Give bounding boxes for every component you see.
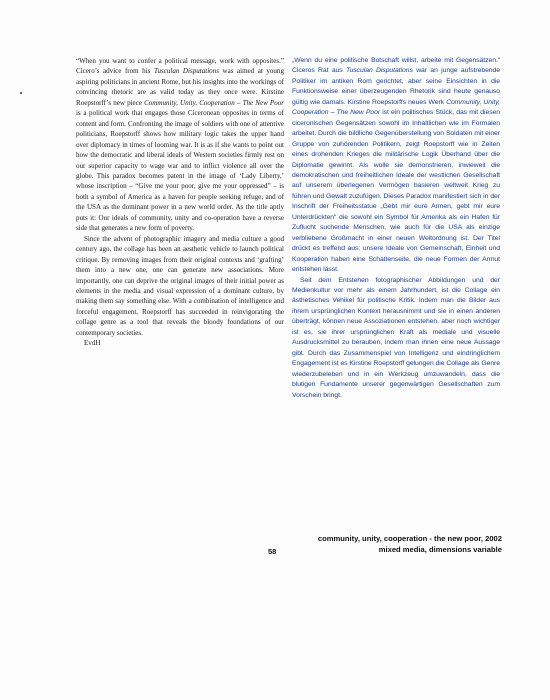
caption-title-line: community, unity, cooperation - the new poor, 2002 [317,534,502,543]
english-p1-book-title: Tusculan Disputations [153,67,219,76]
german-paragraph-2: Seit dem Entstehen fotographischer Abbildungen und der Medienkultur vor mehr als einem Jahrhundert, ist die Collage ein ästhetisches Vehikel für politische Kritik. Indem man die Bilder aus ihrem ursprünglichen Kontext herausnimmt und sie in einen anderen überträgt, können neue Assoziationen entstehen, aber noch wichtiger ist es, sie ihrer ursprünglichen Kraft als mediale und visuelle Ausdrucksmittel zu berauben, indem man ihnen eine neue Aussage gibt. Durch das Zusammenspiel von Intelligenz und eindringlichem Engagement ist es Kirstine Roepstorff gelungen die Collage als Genre wiederzubeleben und in ein Werkzeug umzuwandeln, dass die blutigen Fundamente unserer gegenwärtigen Gesellschaften zum Vorschein bringt. [292,276,500,399]
margin-dot [20,92,22,94]
german-p1-work-title: Community, Unity, Cooperation – The New Poor [292,98,500,117]
english-p1-text-a: “When you want to confer a political message, work with opposites.” Cicero’s advice from his [76,57,284,76]
caption-medium-line: mixed media, dimensions variable [378,544,502,554]
german-p1-text-a: „Wenn du eine politische Botschaft willst, arbeite mit Gegensätzen.“ Ciceros Rat aus [292,57,500,75]
page-number: 58 [268,547,277,556]
german-p1-text-c: ist ein politisches Stück, das mit diesen ciceronischen Gegensätzen sowohl im Inhaltlichen wie im Formalen arbeitet. Durch die bildliche Gegenüberstellung von Soldaten mit einer Gruppe von zuhörenden Politikern, zeigt Roepstorff wie in Zeiten eines drohenden Krieges die militärische Logik Überhand über die Diplomatie gewinnt. Als wolle sie demonstrieren, inwieweit die demokratischen und freiheitlichen Ideale der westlichen Gesellschaft auf unserem überlegenen Vermögen basieren weltweit Krieg zu führen und Gewalt zuzufügen. Dieses Paradox manifestiert sich in der Inschrift der Freiheitsstatue „Gebt mir eure Armen, gebt mir eure Unterdrückten“ die sowohl ein Symbol für Amerika als ein Hafen für Zuflucht suchende Menschen, wie auch für die USA als einzige verbliebene Großmacht in einer neuen Weltordnung ist. Der Titel drückt es treffend aus: unsere Ideale von Gemeinschaft, Einheit und Kooperation haben eine Schattenseite, die neue Formen der Armut entstehen lässt. [292,109,500,274]
german-p1-text-b: war an junge aufstrebende Politiker im antiken Rom gerichtet, aber seine Einsichten in die Funktionsweise einer überzeugenden Rhetorik sind heute genauso gültig wie damals. Kirstine Roepstorffs neues Werk [292,67,500,106]
artwork-caption [292,534,502,555]
english-paragraph-1 [76,56,284,234]
german-column [292,56,500,401]
german-p1-book-title: Tusculan Disputations [346,67,413,75]
english-column [76,56,284,349]
german-paragraph-1 [292,56,500,276]
english-p1-text-b: was aimed at young aspiring politicians in ancient Rome, but his insights into the workings of convincing rhetoric are as valid today as they once were. Kirstine Roepstorff’s new piece [76,67,284,107]
english-paragraph-2: Since the advent of photographic imagery and media culture a good century ago, the collage has been an aesthetic vehicle to launch political critique. By removing images from their original contexts and ‘grafting’ them into a new one, one can generate new associations. More importantly, one can deprive the original images of their initial power as elements in the media and visual expression of a dominant culture, by making them say something else. With a combination of intelligence and forceful engagement, Roepstorff has succeeded in reinvigorating the collage genre as a tool that reveals the bloody foundations of our contemporary societies. [76,234,284,337]
author-signature: EvdH [84,339,101,348]
english-p1-text-c: is a political work that engages those Ciceronean opposites in terms of content and form. Confronting the image of soldiers with one of attentive politicians, Roepstorff shows how military logic takes the upper hand over diplomacy in times of looming war. It is as if she wants to point out how the democratic and liberal ideals of Western societies firmly rest on our superior capacity to wage war and to inflict violence all over the globe. This paradox becomes patent in the image of ‘Lady Liberty,’ whose inscription – “Give me your poor, give me your oppressed” – is both a symbol of America as a haven for people seeking refuge, and of the USA as the dominant power in a new world order. As the title aptly puts it: Our ideals of community, unity and co-operation have a reverse side that generates a new form of poverty. [76,109,284,233]
english-p1-work-title: Community, Unity, Cooperation – The New Poor [144,98,284,107]
